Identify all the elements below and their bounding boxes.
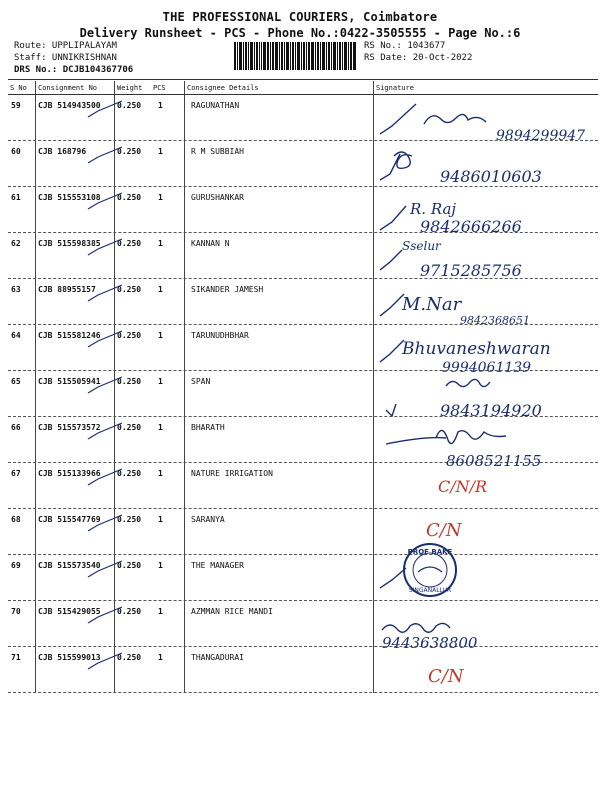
- hw-name-63: M.Nar: [402, 294, 462, 315]
- tick-mark-icon: [86, 375, 126, 395]
- handwritten-signature: [446, 379, 490, 386]
- column-divider: [373, 81, 374, 693]
- tick-mark: [380, 340, 404, 362]
- row-pcs: 1: [158, 607, 163, 616]
- row-weight: 0.250: [117, 239, 142, 248]
- row-sno: 61: [11, 193, 21, 202]
- hw-phone-64: 9994061139: [442, 360, 532, 376]
- column-divider: [35, 81, 36, 693]
- tick-mark-icon: [86, 605, 126, 625]
- hw-mark-71: C/N: [428, 666, 464, 687]
- row-consignee: SPAN: [191, 377, 211, 386]
- hw-name-61: R. Raj: [410, 200, 457, 218]
- row-consignment: CJB 515598385: [38, 239, 101, 248]
- tick-mark-icon: [86, 329, 126, 349]
- tick-mark-icon: [86, 651, 126, 671]
- stamp-text-top: PROF BAKE: [407, 548, 453, 556]
- row-pcs: 1: [158, 423, 163, 432]
- row-sno: 67: [11, 469, 21, 478]
- row-consignment: CJB 514943500: [38, 101, 101, 110]
- col-signature: Signature: [376, 84, 414, 92]
- row-consignment: CJB 515581246: [38, 331, 101, 340]
- row-consignee: RAGUNATHAN: [191, 101, 240, 110]
- hw-name-64: Bhuvaneshwaran: [402, 339, 551, 359]
- column-divider: [184, 81, 185, 693]
- row-consignment: CJB 168796: [38, 147, 87, 156]
- hw-phone-60: 9486010603: [440, 167, 542, 186]
- row-weight: 0.250: [117, 515, 142, 524]
- row-pcs: 1: [158, 101, 163, 110]
- signature-area: [376, 90, 598, 710]
- row-consignment: CJB 515573540: [38, 561, 101, 570]
- row-pcs: 1: [158, 469, 163, 478]
- row-consignment: CJB 515133966: [38, 469, 101, 478]
- rs-number: RS No.: 1043677: [364, 41, 446, 51]
- col-weight: Weight: [117, 84, 143, 92]
- row-pcs: 1: [158, 653, 163, 662]
- row-weight: 0.250: [117, 653, 142, 662]
- hw-mark-67: C/N/R: [438, 477, 488, 496]
- handwritten-signature: [386, 430, 506, 444]
- row-pcs: 1: [158, 377, 163, 386]
- col-sno: S No: [10, 84, 27, 92]
- tick-mark-icon: [86, 191, 126, 211]
- row-consignment: CJB 515553108: [38, 193, 101, 202]
- tick-mark-icon: [86, 559, 126, 579]
- row-weight: 0.250: [117, 377, 142, 386]
- tick-mark-icon: [86, 99, 126, 119]
- hw-phone-70: 9443638800: [382, 634, 478, 652]
- stamp-text-bottom: SINGANALLUR: [408, 587, 452, 594]
- row-weight: 0.250: [117, 331, 142, 340]
- row-consignee: THE MANAGER: [191, 561, 244, 570]
- runsheet-title: THE PROFESSIONAL COURIERS, Coimbatore: [162, 10, 438, 24]
- tick-mark: [380, 104, 416, 134]
- tick-mark-icon: [86, 237, 126, 257]
- row-sno: 66: [11, 423, 21, 432]
- hw-phone-61: 9842666266: [420, 217, 522, 236]
- rs-date: RS Date: 20-Oct-2022: [364, 53, 473, 63]
- row-sno: 65: [11, 377, 21, 386]
- hw-phone-62: 9715285756: [420, 261, 522, 280]
- row-pcs: 1: [158, 515, 163, 524]
- row-consignee: SARANYA: [191, 515, 225, 524]
- row-consignee: AZMMAN RICE MANDI: [191, 607, 273, 616]
- row-sno: 70: [11, 607, 21, 616]
- tick-mark-icon: [86, 145, 126, 165]
- hw-phone-67: 8608521155: [446, 452, 542, 470]
- row-pcs: 1: [158, 561, 163, 570]
- row-consignee: KANNAN N: [191, 239, 230, 248]
- row-consignee: R M SUBBIAH: [191, 147, 244, 156]
- row-sno: 71: [11, 653, 21, 662]
- row-consignee: NATURE IRRIGATION: [191, 469, 273, 478]
- runsheet-subtitle: Delivery Runsheet - PCS - Phone No.:0422-3505555 - Page No.:6: [79, 26, 521, 40]
- row-weight: 0.250: [117, 607, 142, 616]
- delivery-stamp: [404, 544, 456, 596]
- row-consignment: CJB 515505941: [38, 377, 101, 386]
- tick-mark: [380, 250, 402, 270]
- handwritten-signature: [382, 623, 450, 632]
- route-label: Route: UPPLIPALAYAM: [14, 41, 117, 51]
- row-weight: 0.250: [117, 193, 142, 202]
- row-sno: 68: [11, 515, 21, 524]
- row-weight: 0.250: [117, 561, 142, 570]
- row-sno: 63: [11, 285, 21, 294]
- staff-label: Staff: UNNIKRISHNAN: [14, 53, 117, 63]
- hw-phone-63: 9842368651: [460, 314, 530, 327]
- tick-mark-icon: [86, 283, 126, 303]
- handwritten-signature: [424, 114, 486, 124]
- row-consignment: CJB 88955157: [38, 285, 96, 294]
- row-weight: 0.250: [117, 147, 142, 156]
- row-pcs: 1: [158, 331, 163, 340]
- tick-mark: [386, 404, 396, 416]
- tick-mark-icon: [86, 421, 126, 441]
- row-pcs: 1: [158, 147, 163, 156]
- row-weight: 0.250: [117, 285, 142, 294]
- drs-number: DRS No.: DCJB104367706: [14, 65, 134, 75]
- row-consignment: CJB 515429055: [38, 607, 101, 616]
- row-consignee: BHARATH: [191, 423, 225, 432]
- hw-phone-66: 9843194920: [440, 401, 542, 420]
- tick-mark: [380, 206, 406, 230]
- row-pcs: 1: [158, 193, 163, 202]
- row-sno: 59: [11, 101, 21, 110]
- row-consignee: SIKANDER JAMESH: [191, 285, 264, 294]
- table-top-rule: [8, 79, 598, 80]
- row-consignee: GURUSHANKAR: [191, 193, 244, 202]
- barcode-icon: [234, 42, 356, 70]
- row-weight: 0.250: [117, 423, 142, 432]
- row-sno: 62: [11, 239, 21, 248]
- col-pcs: PCS: [153, 84, 166, 92]
- row-sno: 69: [11, 561, 21, 570]
- row-weight: 0.250: [117, 469, 142, 478]
- row-consignment: CJB 515547769: [38, 515, 101, 524]
- row-consignee: THANGADURAI: [191, 653, 244, 662]
- hw-phone-59: 9894299947: [496, 128, 586, 144]
- row-pcs: 1: [158, 239, 163, 248]
- tick-mark-icon: [86, 467, 126, 487]
- row-sno: 60: [11, 147, 21, 156]
- tick-mark: [380, 294, 404, 316]
- hw-name-62: Sselur: [402, 239, 441, 253]
- row-consignee: TARUNUDHBHAR: [191, 331, 249, 340]
- tick-mark-icon: [86, 513, 126, 533]
- row-consignment: CJB 515599013: [38, 653, 101, 662]
- col-consignee: Consignee Details: [187, 84, 259, 92]
- tick-mark: [380, 568, 406, 588]
- row-consignment: CJB 515573572: [38, 423, 101, 432]
- row-weight: 0.250: [117, 101, 142, 110]
- col-consignment: Consignment No: [38, 84, 98, 92]
- row-sno: 64: [11, 331, 21, 340]
- hw-mark-68: C/N: [426, 520, 462, 541]
- row-pcs: 1: [158, 285, 163, 294]
